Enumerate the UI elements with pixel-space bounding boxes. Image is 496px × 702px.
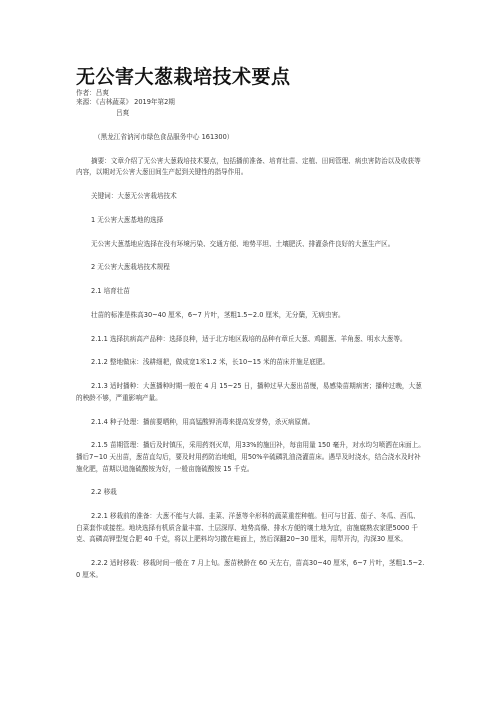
subsection-heading: 2.1 培育壮苗 (91, 287, 130, 296)
document-title: 无公害大葱栽培技术要点 (76, 66, 291, 88)
paragraph: 2.1.1 选择抗病高产品种：选择良种，适于北方地区栽培的品种有章丘大葱、鸡腿葱、羊角葱、明水大葱等。 (91, 334, 407, 343)
paragraph: 2.1.2 整地做床：浅耕细耙，做成宽1米1.2 米，长10~15 米的苗床并施足底肥。 (91, 358, 330, 367)
paragraph: 2.1.5 苗期管理：播后及时镇压，采用药剂灭草，用33%的施田补，每亩用量 150 毫升，对水均匀喷洒在床面上。播后7~10 天出苗，葱苗直勾后，要及时用药防治地蛆，用50%辛硫磷乳油浇灌苗床。遇旱及时浇水，结合浇水及时补施化肥，苗期以追施硫酸铵为好，一般亩施硫酸铵 15 千克。 (76, 441, 425, 473)
paragraph: 2.2.1 移栽前的准备：大葱不能与大蒜、韭菜、洋葱等伞形科的蔬菜重茬种植。但可与甘蓝、茄子、冬瓜、西瓜、白菜套作或接茬。地块选择有机质含量丰富、土层深厚、地势高燥、排水方便的壤土地为宜，亩施腐熟农家肥5000 千克、高磷高钾型复合肥 40 千克，将以上肥料均匀撒在畦面上，然后深翻20~30 厘米，用犁开沟，沟深30 厘米。 (76, 512, 420, 544)
author-name: 吕爽 (116, 109, 130, 117)
paragraph: 壮苗的标准是株高30~40 厘米，6~7 片叶，茎粗1.5~2.0 厘米，无分蘖，无病虫害。 (91, 310, 345, 319)
author-line: 作者：吕爽 (76, 89, 109, 97)
article-body (76, 108, 426, 593)
section-heading: 2 无公害大葱栽培技术规程 (91, 263, 170, 272)
paragraph: 2.1.4 种子处理：播前要晒种，用高锰酸钾消毒来提高发芽势，杀灭病原菌。 (91, 417, 315, 426)
abstract: 摘要：文章介绍了无公害大葱栽培技术要点，包括播前准备、培育壮苗、定植、田间管理、病虫害防治以及收获等内容，以期对无公害大葱田间生产起到关键性的指导作用。 (76, 156, 421, 177)
paragraph: 2.1.3 适时播种：大葱播种时期一般在 4 月 15~25 日，播种过早大葱出苗慢，易感染苗期病害；播种过晚，大葱的秧龄不够，严重影响产量。 (76, 382, 422, 402)
affiliation: （黑龙江省讷河市绿色食品服务中心 161300） (94, 132, 234, 141)
source-line: 来源：《吉林蔬菜》 2019年第2期 (76, 98, 175, 106)
section-heading: 1 无公害大葱基地的选择 (91, 215, 164, 224)
subsection-heading: 2.2 移栽 (91, 488, 117, 497)
paragraph: 2.2.2 适时移栽：移栽时间一般在 7 月上旬。葱苗秧龄在 60 天左右，苗高30~40 厘米，6~7 片叶，茎粗1.5~2.0 厘米。 (76, 559, 425, 579)
keywords: 关键词：大葱无公害栽培技术 (91, 191, 177, 200)
paragraph: 无公害大葱基地应选择在没有环境污染、交通方便、地势平坦、土壤肥沃、排灌条件良好的大葱生产区。 (91, 239, 395, 248)
